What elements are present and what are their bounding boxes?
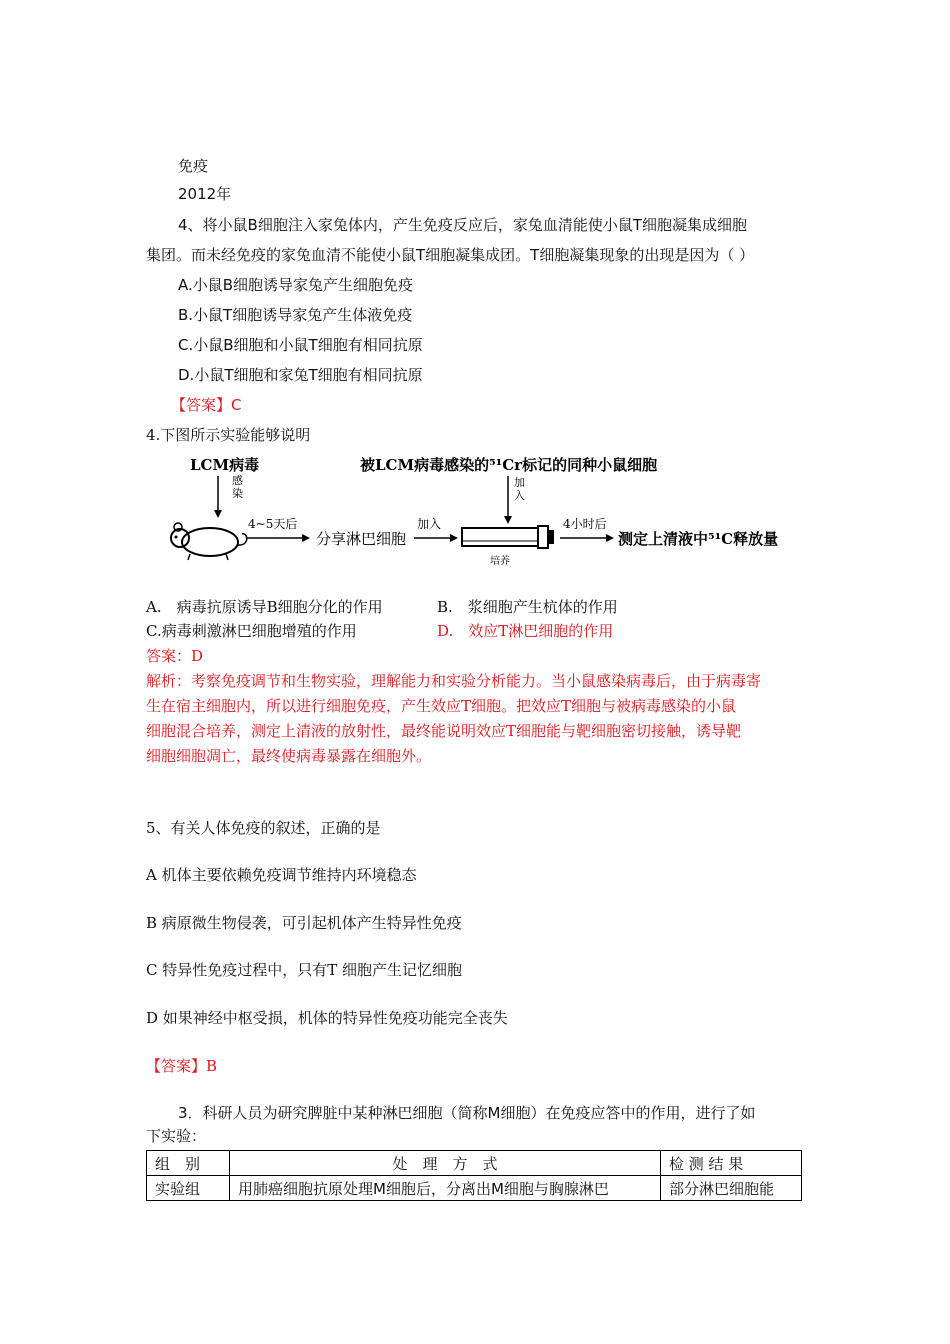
top-label: 被LCM病毒感染的⁵¹Cr标记的同种小鼠细胞: [360, 456, 658, 474]
culture-label: 培养: [490, 556, 510, 567]
cell-treatment: 用肺癌细胞抗原处理M细胞后，分离出M细胞与胸腺淋巴: [230, 1176, 661, 1201]
q4a-stem-line2: 集团。而未经免疫的家兔血清不能使小鼠T细胞凝集成团。T细胞凝集现象的出现是因为（ ）: [146, 246, 755, 264]
hours-label: 4小时后: [563, 517, 607, 531]
test-tube-icon: [462, 526, 554, 548]
header-treatment: 处 理 方 式: [230, 1151, 661, 1176]
q4a-stem-line1: 4、将小鼠B细胞注入家兔体内，产生免疫反应后，家兔血清能使小鼠T细胞凝集成细胞: [178, 216, 748, 234]
q4b-answer: 答案：D: [146, 647, 204, 665]
table-row: [147, 1176, 802, 1201]
header-group: 组 别: [147, 1151, 230, 1176]
q4b-analysis-line1: 解析：考察免疫调节和生物实验，理解能力和实验分析能力。当小鼠感染病毒后，由于病毒寄: [146, 672, 762, 690]
virus-label: LCM病毒: [190, 456, 260, 474]
q3-stem-line1: 3．科研人员为研究脾脏中某种淋巴细胞（简称M细胞）在免疫应答中的作用，进行了如: [178, 1104, 756, 1122]
add-vertical-2: 入: [514, 489, 525, 502]
q5-answer-bracket: 【答案】: [146, 1057, 207, 1075]
q5-option-c: C 特异性免疫过程中，只有T 细胞产生记忆细胞: [146, 961, 463, 979]
add-label: 加入: [417, 517, 442, 531]
q4b-stem: 4.下图所示实验能够说明: [146, 426, 311, 444]
cell-result: 部分淋巴细胞能: [661, 1176, 802, 1201]
q4a-answer: 【答案】C: [171, 396, 242, 414]
q5-stem: 5、有关人体免疫的叙述，正确的是: [146, 819, 381, 837]
header-result: 检 测 结 果: [661, 1151, 802, 1176]
days-label: 4~5天后: [248, 517, 298, 531]
add-vertical-1: 加: [514, 476, 525, 489]
lymph-label: 分享淋巴细胞: [316, 530, 407, 548]
year-label: 2012年: [178, 185, 232, 203]
q3-stem-line2: 下实验：: [146, 1127, 207, 1145]
infect-label-1: 感: [232, 474, 243, 487]
q4b-option-d: D. 效应T淋巴细胞的作用: [437, 622, 614, 640]
q5-option-d: D 如果神经中枢受损，机体的特异性免疫功能完全丧失: [146, 1009, 508, 1027]
q4a-option-c: C.小鼠B细胞和小鼠T细胞有相同抗原: [178, 336, 423, 354]
q4b-option-c: C.病毒刺激淋巴细胞增殖的作用: [146, 622, 357, 640]
infect-label-2: 染: [232, 487, 243, 500]
measure-label: 测定上清液中⁵¹C释放量: [618, 530, 779, 548]
q5-answer: [146, 1056, 217, 1076]
q4b-analysis-line3: 细胞混合培养，测定上清液的放射性，最终能说明效应T细胞能与靶细胞密切接触，诱导靶: [146, 722, 742, 740]
section-title: 免疫: [178, 157, 209, 175]
experiment-diagram: [160, 450, 810, 570]
q5-option-a: A 机体主要依赖免疫调节维持内环境稳态: [146, 866, 417, 884]
cell-group: 实验组: [147, 1176, 230, 1201]
q4b-analysis-line4: 细胞细胞凋亡，最终使病毒暴露在细胞外。: [146, 747, 432, 765]
q5-option-b: B 病原微生物侵袭，可引起机体产生特异性免疫: [146, 914, 462, 932]
q4b-option-b: B. 浆细胞产生杭体的作用: [437, 598, 618, 616]
q4a-option-a: A.小鼠B细胞诱导家兔产生细胞免疫: [178, 276, 414, 294]
q5-answer-letter: B: [206, 1057, 218, 1075]
q4b-analysis-line2: 生在宿主细胞内，所以进行细胞免疫，产生效应T细胞。把效应T细胞与被病毒感染的小鼠: [146, 697, 737, 715]
mouse-icon: [171, 523, 247, 560]
results-table: [146, 1150, 802, 1201]
q4b-option-a: A. 病毒抗原诱导B细胞分化的作用: [146, 598, 383, 616]
table-header-row: [147, 1151, 802, 1176]
q4a-option-b: B.小鼠T细胞诱导家兔产生体液免疫: [178, 306, 413, 324]
q4a-option-d: D.小鼠T细胞和家兔T细胞有相同抗原: [178, 366, 423, 384]
